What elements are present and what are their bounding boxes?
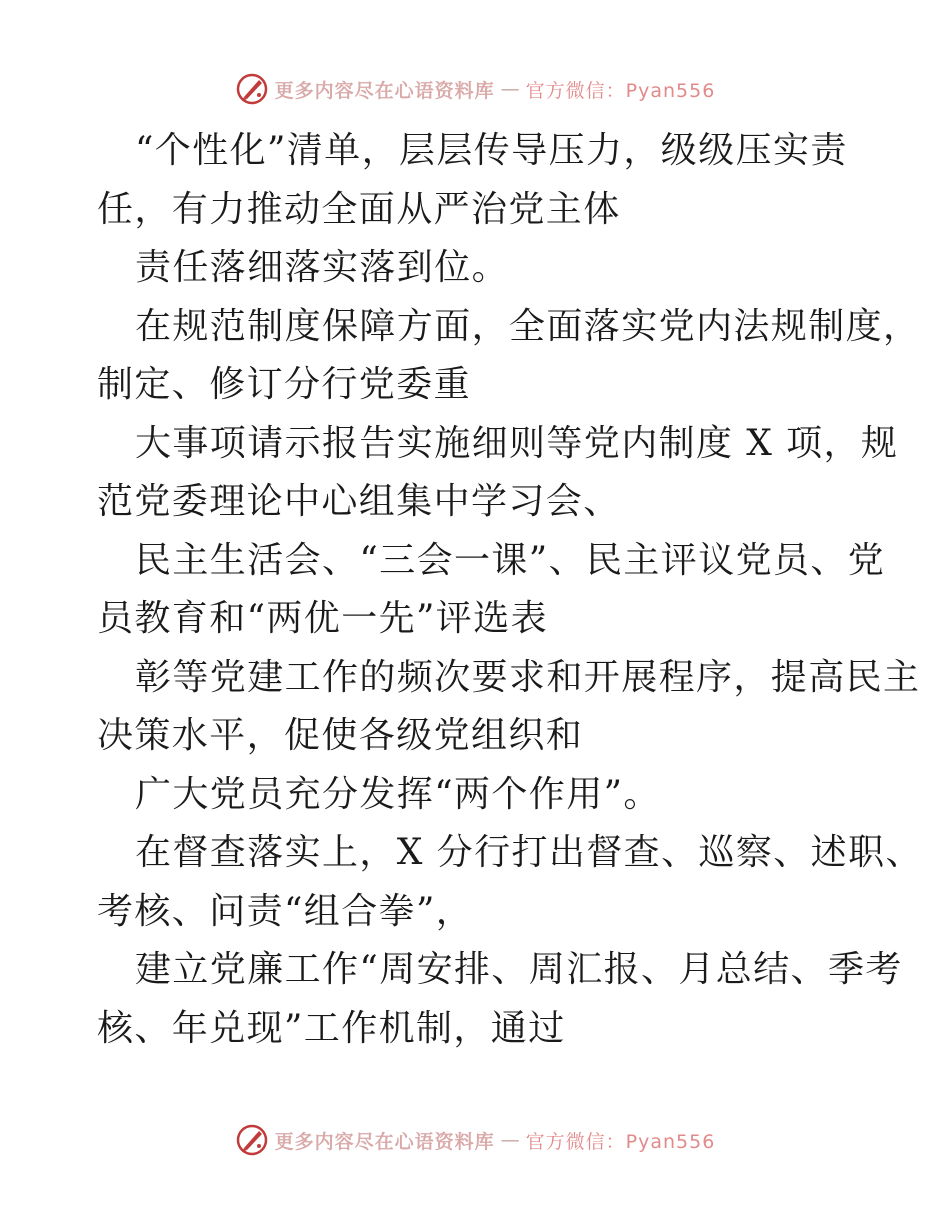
body-line-8: 民主生活会、“三会一课”、民主评议党员、党 (135, 539, 886, 581)
body-line-5: 制定、修订分行党委重 (97, 364, 472, 405)
body-line-12: 广大党员充分发挥“两个作用”。 (135, 773, 661, 815)
body-line-7: 范党委理论中心组集中学习会、 (97, 481, 621, 522)
quill-pen-logo-icon (235, 72, 269, 106)
header-banner (0, 72, 950, 106)
header-separator: — (500, 78, 520, 100)
footer-wechat-text: 官方微信：Pyan556 (525, 1130, 716, 1153)
footer-separator: — (500, 1129, 520, 1151)
document-body (97, 122, 923, 1058)
body-line-2: 任，有力推动全面从严治党主体 (97, 188, 621, 230)
body-line-11: 决策水平，促使各级党组织和 (97, 715, 584, 756)
quill-pen-logo-icon (235, 1123, 269, 1157)
body-line-4: 在规范制度保障方面，全面落实党内法规制度， (135, 305, 921, 347)
body-line-13: 在督查落实上，X 分行打出督查、巡察、述职、 (135, 832, 923, 873)
header-brand-text: 更多内容尽在心语资料库 (274, 79, 495, 102)
body-line-3: 责任落细落实落到位。 (135, 247, 510, 288)
body-line-1: “个性化”清单，层层传导压力，级级压实责 (135, 130, 848, 171)
header-wechat-text: 官方微信：Pyan556 (525, 79, 716, 102)
body-line-6: 大事项请示报告实施细则等党内制度 X 项，规 (135, 422, 899, 464)
body-line-15: 建立党廉工作“周安排、周汇报、月总结、季考 (135, 949, 903, 990)
body-line-9: 员教育和“两优一先”评选表 (97, 598, 549, 639)
footer-brand-text: 更多内容尽在心语资料库 (274, 1130, 495, 1153)
body-line-14: 考核、问责“组合拳”， (97, 890, 474, 932)
footer-banner (0, 1123, 950, 1157)
body-line-10: 彰等党建工作的频次要求和开展程序，提高民主 (135, 656, 921, 698)
body-line-16: 核、年兑现”工作机制，通过 (97, 1007, 566, 1049)
